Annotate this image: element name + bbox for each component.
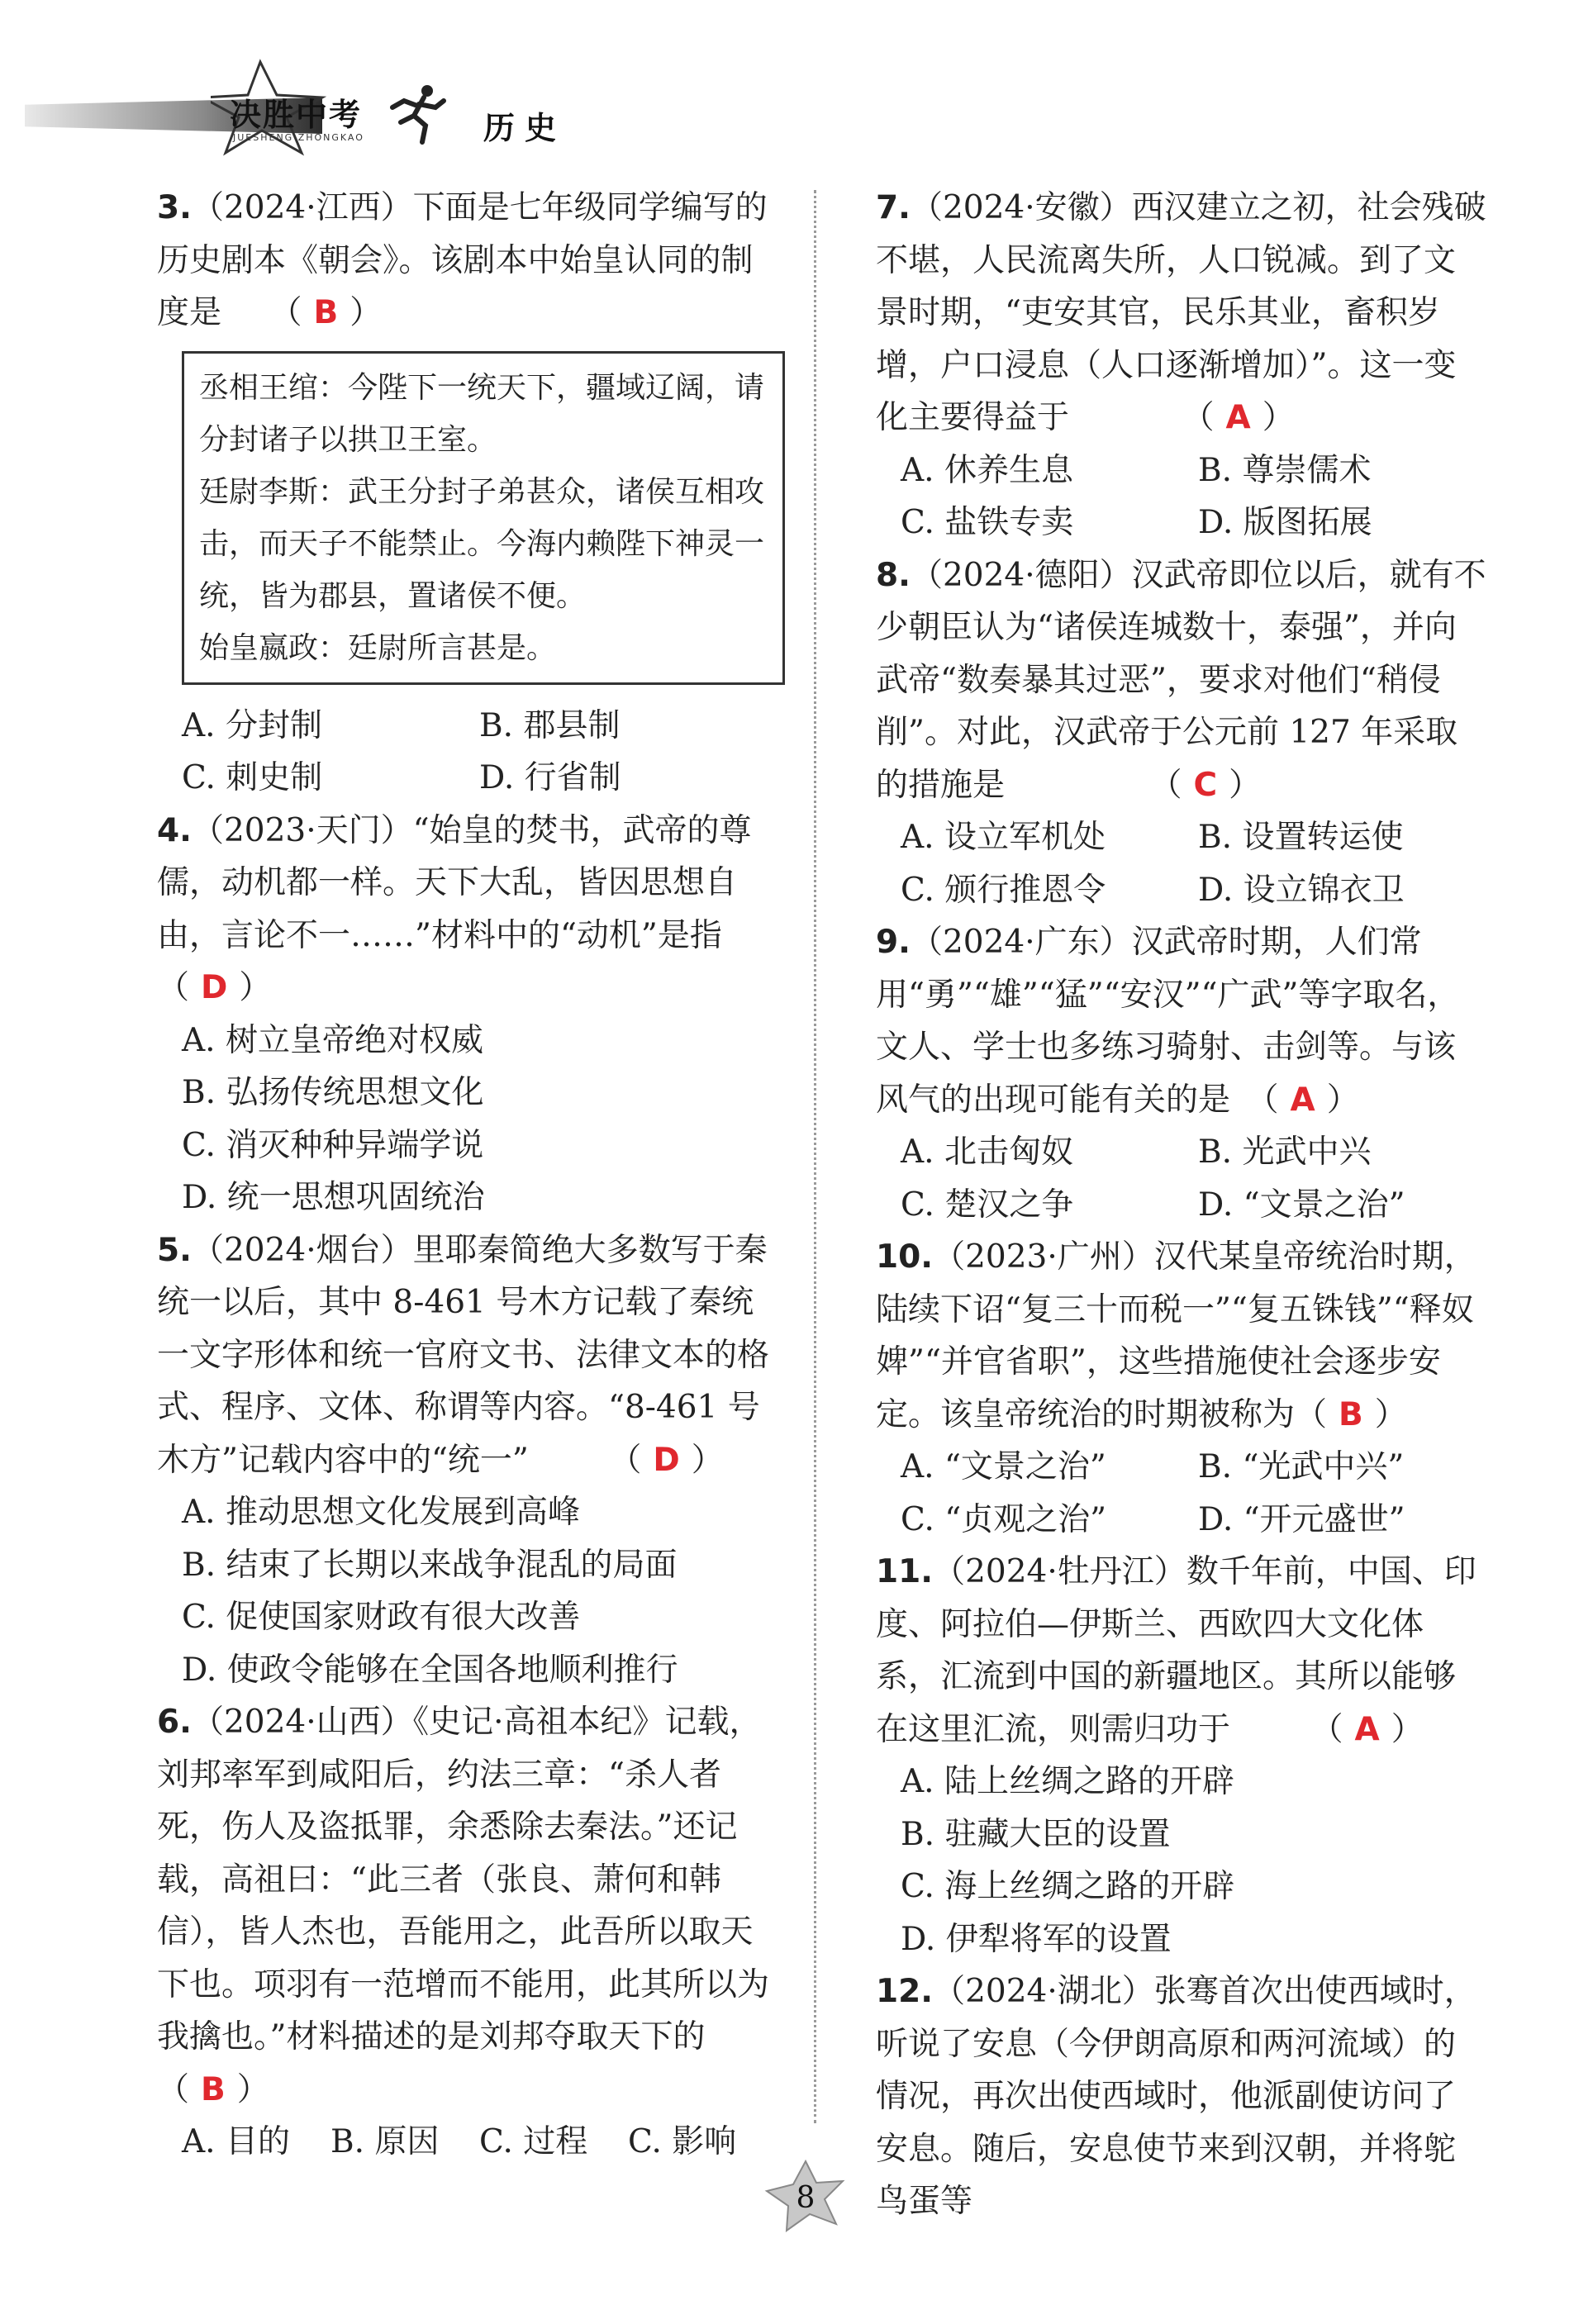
right-column	[876, 182, 1487, 2228]
options-row	[876, 864, 1487, 917]
answer-bracket: （ B ）	[157, 2018, 770, 2108]
question-10	[876, 1231, 1487, 1546]
answer-letter: D	[201, 969, 228, 1006]
question-number: 8.	[876, 556, 911, 594]
option-d[interactable]: D. “开元盛世”	[1198, 1500, 1405, 1538]
answer-letter: B	[313, 294, 339, 331]
question-text: （2024·山西）《史记·高祖本纪》记载，刘邦率军到咸阳后，约法三章：“杀人者死，伤人及盗抵罪，余悉除去秦法。”还记载，高祖曰：“此三者（张良、萧何和韩信），皆人杰也，吾能用之，此吾所以取天下也。项羽有一范增而不能用，此其所以为我擒也。”材料描述的是刘邦夺取天下的	[157, 1704, 770, 2055]
options-row	[876, 1494, 1487, 1547]
answer-bracket: （ D ）	[528, 1441, 724, 1479]
option-d[interactable]: D. 设立锦衣卫	[1198, 871, 1405, 909]
answer-bracket: （ C ）	[1005, 766, 1262, 804]
option-b[interactable]: B. 光武中兴	[1198, 1133, 1372, 1171]
option-d[interactable]: C. 影响	[628, 2123, 737, 2160]
column-divider	[814, 190, 816, 2123]
option-a[interactable]: A. 休养生息	[901, 451, 1073, 489]
option-d[interactable]: D. 行省制	[479, 759, 621, 796]
page-number: 8	[796, 2180, 816, 2215]
option-b[interactable]: B. 驻藏大臣的设置	[901, 1815, 1171, 1853]
option-d[interactable]: D. “文景之治”	[1198, 1186, 1405, 1224]
question-number: 12.	[876, 1973, 934, 2010]
options-row	[876, 1441, 1487, 1494]
option-c[interactable]: C. 楚汉之争	[901, 1186, 1074, 1224]
question-3	[157, 182, 785, 805]
question-stem	[876, 1546, 1487, 1756]
options-row	[157, 700, 785, 753]
option-a[interactable]: A. 设立军机处	[901, 819, 1106, 856]
question-number: 9.	[876, 924, 911, 961]
options-row	[876, 1126, 1487, 1179]
question-number: 3.	[157, 189, 192, 226]
answer-letter: B	[201, 2070, 226, 2108]
question-text: （2024·烟台）里耶秦简绝大多数写于秦统一以后，其中 8-461 号木方记载了秦统一文字形体和统一官府文书、法律文本的格式、程序、文体、称谓等内容。“8-461 号木方”记载内容中的“统一”	[157, 1231, 770, 1479]
question-text: （2024·牡丹江）数千年前，中国、印度、阿拉伯—伊斯兰、西欧四大文化体系，汇流到中国的新疆地区。其所以能够在这里汇流，则需归功于	[876, 1553, 1476, 1748]
question-number: 4.	[157, 811, 192, 849]
option-a[interactable]: A. 推动思想文化发展到高峰	[182, 1494, 580, 1531]
option-c[interactable]: C. 刺史制	[182, 759, 323, 796]
question-stem	[157, 1696, 785, 2116]
material-line: 廷尉李斯：武王分封子弟甚众，诸侯互相攻击，而天子不能禁止。今海内赖陛下神灵一统，皆为郡县，置诸侯不便。	[199, 474, 765, 613]
runner-icon	[384, 83, 450, 145]
option-b[interactable]: B. 尊崇儒术	[1198, 451, 1372, 489]
answer-letter: A	[1354, 1710, 1380, 1748]
question-text: （2023·广州）汉代某皇帝统治时期，陆续下诏“复三十而税一”“复五铢钱”“释奴婢”“并官省职”，这些措施使社会逐步安定。该皇帝统治的时期被称为	[876, 1238, 1476, 1433]
option-b[interactable]: B. 结束了长期以来战争混乱的局面	[182, 1546, 678, 1584]
question-stem	[876, 1231, 1487, 1441]
answer-bracket: （ B ）	[221, 294, 383, 331]
option-b[interactable]: B. 设置转运使	[1198, 819, 1404, 856]
question-11	[876, 1546, 1487, 1965]
option-c[interactable]: C. 消灭种种异端学说	[182, 1126, 484, 1164]
question-text: （2023·天门）“始皇的焚书，武帝的尊儒，动机都一样。天下大乱，皆因思想自由，言论不一……”材料中的“动机”是指	[157, 811, 752, 954]
question-number: 7.	[876, 189, 911, 226]
option-c[interactable]: C. 盐铁专卖	[901, 504, 1074, 541]
question-9	[876, 916, 1487, 1231]
question-5	[157, 1224, 785, 1697]
question-text: （2024·湖北）张骞首次出使西域时，听说了安息（今伊朗高原和两河流域）的情况，再次出使西域时，他派副使访问了安息。随后，安息使节来到汉朝，并将鸵鸟蛋等	[876, 1973, 1476, 2220]
options-row	[876, 444, 1487, 497]
answer-letter: D	[653, 1441, 680, 1479]
answer-bracket: （ A ）	[1069, 399, 1295, 436]
option-a[interactable]: A. 树立皇帝绝对权威	[182, 1021, 483, 1059]
answer-letter: A	[1290, 1081, 1315, 1119]
question-number: 11.	[876, 1553, 934, 1590]
option-d[interactable]: D. 伊犁将军的设置	[901, 1920, 1172, 1958]
option-d[interactable]: D. 统一思想巩固统治	[182, 1179, 485, 1216]
question-12	[876, 1965, 1487, 2228]
option-c[interactable]: C. “贞观之治”	[901, 1500, 1107, 1538]
question-number: 10.	[876, 1238, 934, 1276]
answer-bracket: （ D ）	[157, 969, 272, 1006]
answer-letter: B	[1339, 1395, 1363, 1433]
question-stem	[157, 805, 785, 1015]
answer-letter: A	[1225, 399, 1251, 436]
option-c[interactable]: C. 促使国家财政有很大改善	[182, 1599, 581, 1636]
question-4	[157, 805, 785, 1224]
answer-bracket: （ A ）	[1230, 1081, 1359, 1119]
answer-bracket: （ B ）	[1295, 1395, 1407, 1433]
answer-bracket: （ A ）	[1230, 1710, 1424, 1748]
option-a[interactable]: A. 北击匈奴	[901, 1133, 1073, 1171]
material-line: 始皇嬴政：廷尉所言甚是。	[199, 630, 557, 665]
option-b[interactable]: B. 郡县制	[479, 706, 621, 744]
material-box	[182, 351, 785, 685]
option-a[interactable]: A. “文景之治”	[901, 1448, 1106, 1485]
question-text: （2024·安徽）西汉建立之初，社会残破不堪，人民流离失所，人口锐减。到了文景时期，“吏安其官，民乐其业，畜积岁增，户口浸息（人口逐渐增加）”。这一变化主要得益于	[876, 189, 1486, 436]
options-row	[876, 811, 1487, 864]
option-a[interactable]: A. 陆上丝绸之路的开辟	[901, 1763, 1234, 1800]
option-c[interactable]: C. 颁行推恩令	[901, 871, 1106, 909]
option-b[interactable]: B. “光武中兴”	[1198, 1448, 1405, 1485]
question-6	[157, 1696, 785, 2169]
options-row	[876, 1179, 1487, 1232]
brand-title: 决胜中考	[230, 97, 363, 133]
question-text: （2024·德阳）汉武帝即位以后，就有不少朝臣认为“诸侯连城数十，泰强”，并向武帝“数奏暴其过恶”，要求对他们“稍侵削”。对此，汉武帝于公元前 127 年采取的措施是	[876, 556, 1486, 804]
material-line: 丞相王绾：今陛下一统天下，疆域辽阔，请分封诸子以拱卫王室。	[199, 370, 765, 457]
question-7	[876, 182, 1487, 549]
question-stem	[876, 1965, 1487, 2228]
option-c[interactable]: C. 过程	[479, 2123, 588, 2160]
option-d[interactable]: D. 版图拓展	[1198, 504, 1372, 541]
question-stem	[876, 182, 1487, 444]
question-stem	[876, 916, 1487, 1126]
options-row	[157, 752, 785, 805]
question-stem	[876, 549, 1487, 812]
answer-letter: C	[1193, 766, 1218, 804]
page-number-badge	[760, 2156, 851, 2239]
option-d[interactable]: D. 使政令能够在全国各地顺利推行	[182, 1651, 678, 1689]
question-number: 6.	[157, 1704, 192, 1741]
option-a[interactable]: A. 目的	[182, 2123, 290, 2160]
left-column	[157, 182, 785, 2169]
question-stem	[157, 1224, 785, 1487]
option-c[interactable]: C. 海上丝绸之路的开辟	[901, 1868, 1235, 1905]
option-b[interactable]: B. 弘扬传统思想文化	[182, 1074, 484, 1111]
brand-pinyin: JUESHENG ZHONGKAO	[233, 132, 364, 143]
option-b[interactable]: B. 原因	[330, 2123, 440, 2160]
subject-title: 历史	[483, 109, 567, 146]
options-row	[876, 497, 1487, 549]
question-stem	[157, 182, 785, 340]
question-8	[876, 549, 1487, 917]
question-text: （2024·广东）汉武帝时期，人们常用“勇”“雄”“猛”“安汉”“广武”等字取名，文人、学士也多练习骑射、击剑等。与该风气的出现可能有关的是	[876, 924, 1460, 1119]
question-number: 5.	[157, 1231, 192, 1269]
page-header	[0, 0, 1593, 165]
question-text: （2024·江西）下面是七年级同学编写的历史剧本《朝会》。该剧本中始皇认同的制度是	[157, 189, 768, 331]
option-a[interactable]: A. 分封制	[182, 706, 322, 744]
options-row	[157, 2116, 785, 2169]
